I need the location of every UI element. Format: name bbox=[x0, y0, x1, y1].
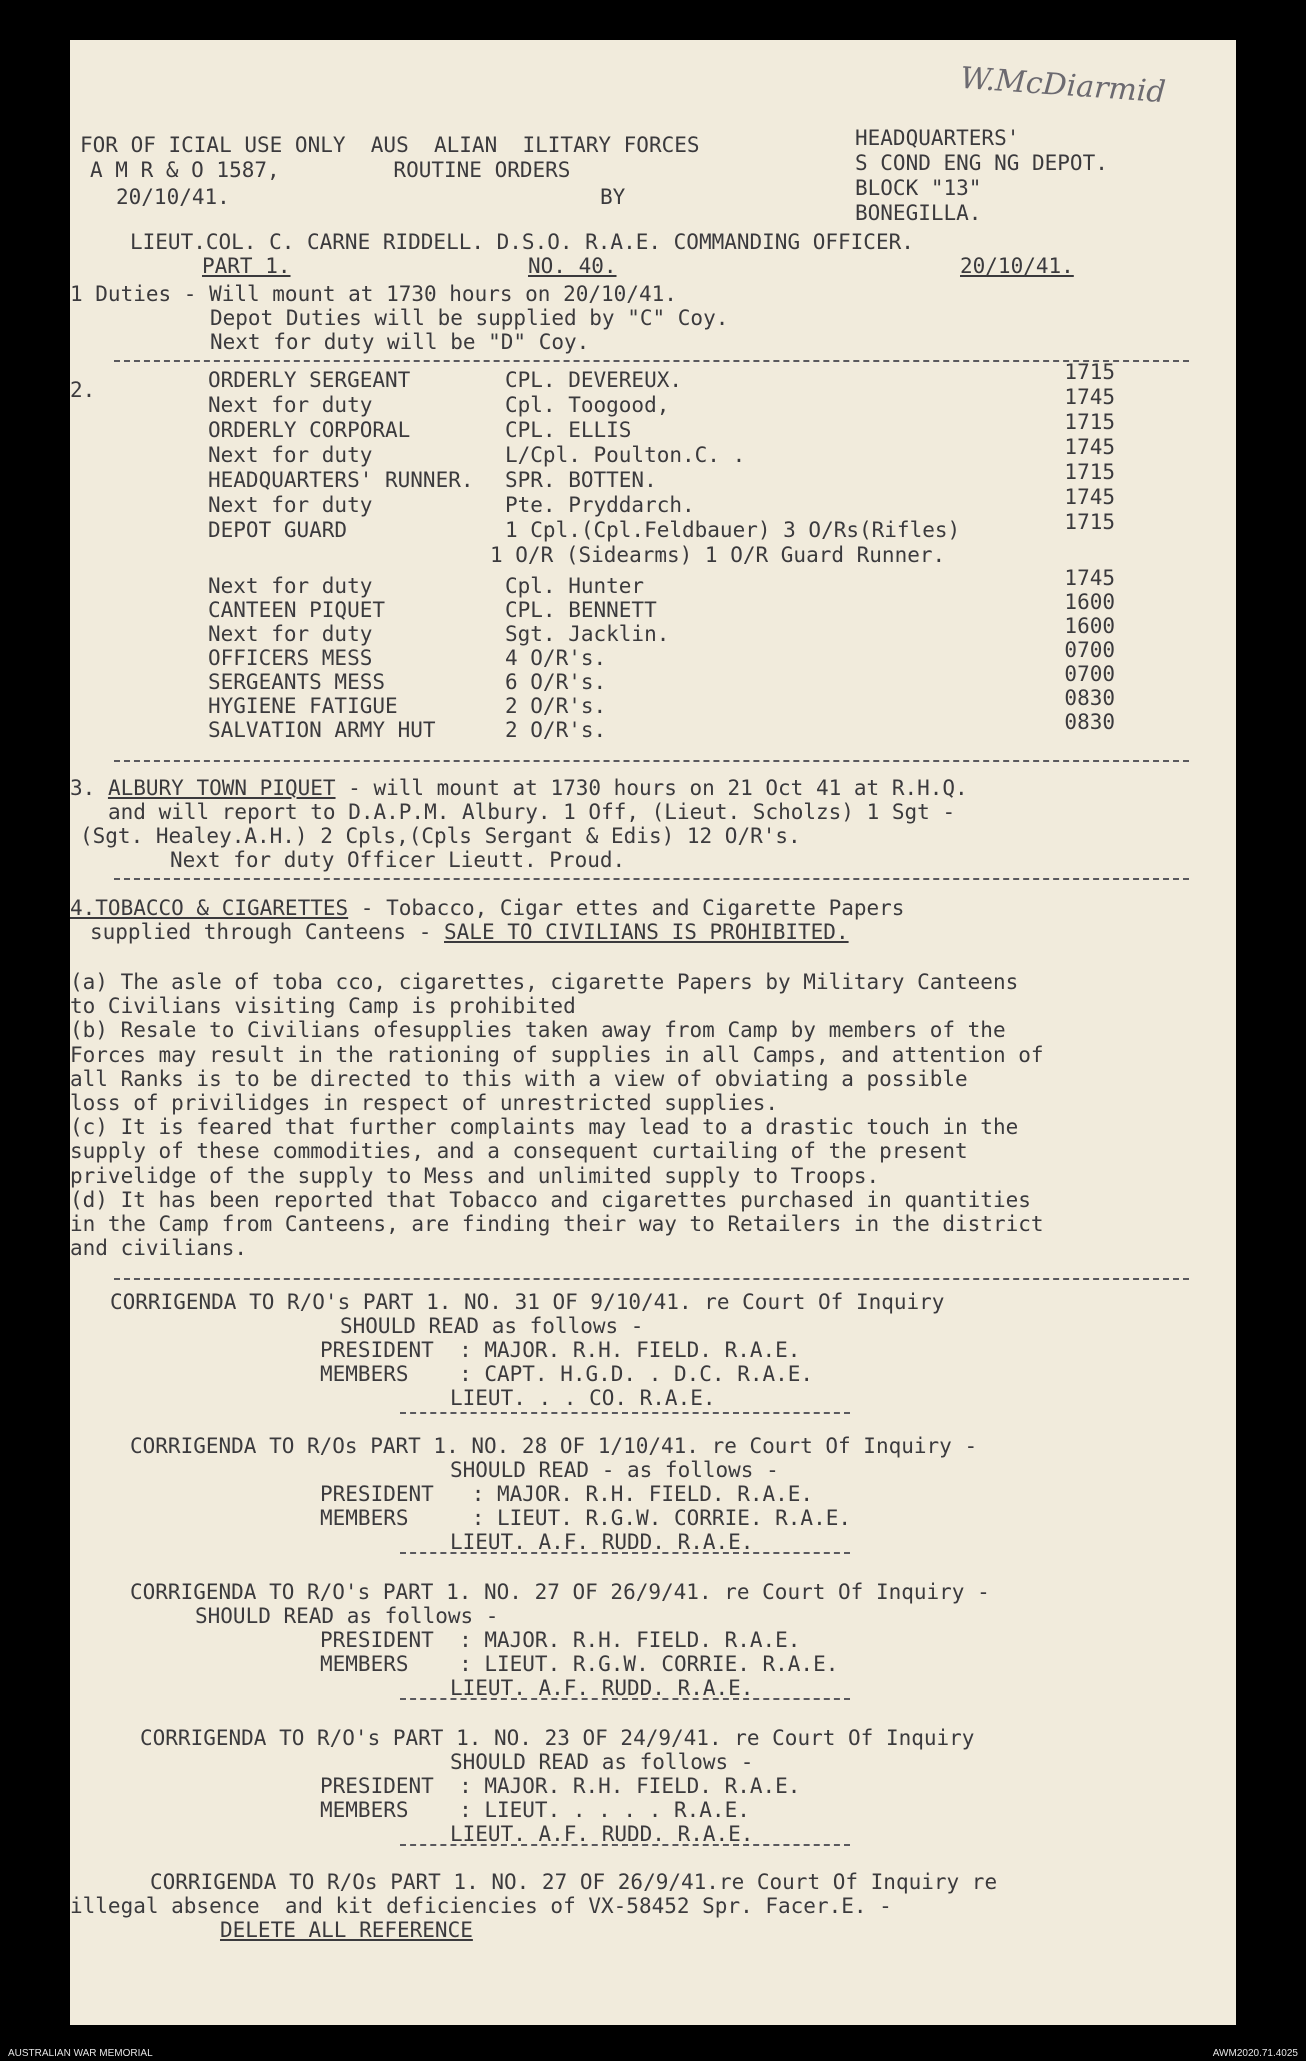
duty-assignee: CPL. DEVEREUX. bbox=[505, 368, 683, 392]
header-left-line-1: FOR OF ICIAL USE ONLY AUS ALIAN ILITARY FORCES bbox=[80, 133, 700, 157]
tobacco-heading: 4.TOBACCO & CIGARETTES bbox=[70, 896, 349, 920]
corrigenda-1-line-2: SHOULD READ as follows - bbox=[340, 1314, 644, 1338]
duty-label: SALVATION ARMY HUT bbox=[208, 718, 436, 742]
duty-time: 1745 bbox=[1064, 435, 1115, 459]
header-date: 20/10/41. bbox=[116, 185, 230, 209]
header-right-line-4: BONEGILLA. bbox=[855, 201, 982, 225]
corrigenda-5-line-3: DELETE ALL REFERENCE bbox=[220, 1918, 473, 1942]
corrigenda-3-line-5: LIEUT. A.F. RUDD. R.A.E. bbox=[450, 1676, 754, 1700]
corrigenda-2-line-3: PRESIDENT : MAJOR. R.H. FIELD. R.A.E. bbox=[320, 1482, 814, 1506]
header-right-line-2: S COND ENG NG DEPOT. bbox=[855, 151, 1108, 175]
tobacco-paragraph-line: in the Camp from Canteens, are finding their way to Retailers in the district bbox=[70, 1212, 1044, 1236]
sale-prohibited-notice: SALE TO CIVILIANS IS PROHIBITED. bbox=[444, 920, 849, 944]
tobacco-paragraph-line: (a) The asle of toba cco, cigarettes, cigarette Papers by Military Canteens bbox=[70, 970, 1019, 994]
duty-time: 0700 bbox=[1064, 662, 1115, 686]
duty-label: Next for duty bbox=[208, 393, 373, 417]
corrigenda-separator bbox=[400, 1844, 850, 1846]
section-1-line-1: 1 Duties - Will mount at 1730 hours on 20/10/41. bbox=[70, 282, 677, 306]
duty-label: HYGIENE FATIGUE bbox=[208, 694, 398, 718]
section-3-line-1: 3. ALBURY TOWN PIQUET - will mount at 1730 hours on 21 Oct 41 at R.H.Q. bbox=[70, 776, 968, 800]
tobacco-paragraph-line: to Civilians visiting Camp is prohibited bbox=[70, 994, 576, 1018]
document-page bbox=[70, 40, 1236, 2025]
duty-time: 1600 bbox=[1064, 614, 1115, 638]
footer-accession-number: AWM2020.71.4025 bbox=[1212, 2048, 1298, 2059]
duty-assignee: Sgt. Jacklin. bbox=[505, 622, 670, 646]
duty-label: SERGEANTS MESS bbox=[208, 670, 386, 694]
corrigenda-4-line-3: PRESIDENT : MAJOR. R.H. FIELD. R.A.E. bbox=[320, 1774, 801, 1798]
section-3-line-3: (Sgt. Healey.A.H.) 2 Cpls,(Cpls Sergant & Edis) 12 O/R's. bbox=[80, 824, 801, 848]
tobacco-paragraph-line: supply of these commodities, and a consequent curtailing of the present bbox=[70, 1139, 968, 1163]
tobacco-paragraph-line: privelidge of the supply to Mess and unlimited supply to Troops. bbox=[70, 1164, 880, 1188]
corrigenda-2-line-5: LIEUT. A.F. RUDD. R.A.E. bbox=[450, 1530, 754, 1554]
tobacco-paragraph-line: Forces may result in the rationing of supplies in all Camps, and attention of bbox=[70, 1043, 1044, 1067]
corrigenda-3-line-4: MEMBERS : LIEUT. R.G.W. CORRIE. R.A.E. bbox=[320, 1652, 839, 1676]
duty-assignee: Cpl. Toogood, bbox=[505, 393, 670, 417]
part-label: PART 1. bbox=[202, 254, 291, 278]
duty-assignee: SPR. BOTTEN. bbox=[505, 468, 657, 492]
corrigenda-4-line-2: SHOULD READ as follows - bbox=[450, 1750, 754, 1774]
corrigenda-1-line-5: LIEUT. . . CO. R.A.E. bbox=[450, 1386, 716, 1410]
section-1-line-3: Next for duty will be "D" Coy. bbox=[210, 330, 590, 354]
divider bbox=[114, 1278, 1189, 1280]
tobacco-paragraph-line: (d) It has been reported that Tobacco and cigarettes purchased in quantities bbox=[70, 1188, 1031, 1212]
duty-label: OFFICERS MESS bbox=[208, 646, 373, 670]
tobacco-paragraph-line: and civilians. bbox=[70, 1236, 248, 1260]
duty-assignee: 4 O/R's. bbox=[505, 646, 607, 670]
duty-label: HEADQUARTERS' RUNNER. bbox=[208, 468, 474, 492]
duty-time: 1715 bbox=[1064, 510, 1115, 534]
header-right-line-1: HEADQUARTERS' bbox=[855, 126, 1020, 150]
corrigenda-3-line-3: PRESIDENT : MAJOR. R.H. FIELD. R.A.E. bbox=[320, 1628, 801, 1652]
corrigenda-separator bbox=[400, 1552, 850, 1554]
section-1-line-2: Depot Duties will be supplied by "C" Coy. bbox=[210, 306, 729, 330]
divider bbox=[114, 760, 1189, 762]
tobacco-paragraph-line: loss of privilidges in respect of unrestricted supplies. bbox=[70, 1091, 779, 1115]
duty-time: 1600 bbox=[1064, 590, 1115, 614]
commander-line: LIEUT.COL. C. CARNE RIDDELL. D.S.O. R.A.E. COMMANDING OFFICER. bbox=[130, 230, 914, 254]
footer-institution: AUSTRALIAN WAR MEMORIAL bbox=[8, 2048, 153, 2059]
corrigenda-separator bbox=[400, 1698, 850, 1700]
corrigenda-4-line-4: MEMBERS : LIEUT. . . . . R.A.E. bbox=[320, 1798, 750, 1822]
tobacco-paragraph-line: all Ranks is to be directed to this with a view of obviating a possible bbox=[70, 1067, 968, 1091]
duty-time: 1715 bbox=[1064, 410, 1115, 434]
duty-time: 0830 bbox=[1064, 686, 1115, 710]
duty-time: 1715 bbox=[1064, 460, 1115, 484]
section-4-line-2: supplied through Canteens - SALE TO CIVILIANS IS PROHIBITED. bbox=[90, 920, 849, 944]
duty-label: Next for duty bbox=[208, 493, 373, 517]
divider bbox=[114, 360, 1189, 362]
corrigenda-separator bbox=[400, 1412, 850, 1414]
duty-time: 1745 bbox=[1064, 485, 1115, 509]
duty-label: CANTEEN PIQUET bbox=[208, 598, 386, 622]
corrigenda-5-line-1: CORRIGENDA TO R/Os PART 1. NO. 27 OF 26/9/41.re Court Of Inquiry re bbox=[150, 1870, 998, 1894]
duty-label: ORDERLY CORPORAL bbox=[208, 418, 411, 442]
corrigenda-5-line-2: illegal absence and kit deficiencies of VX-58452 Spr. Facer.E. - bbox=[70, 1894, 892, 1918]
tobacco-paragraph-line: (b) Resale to Civilians ofesupplies taken away from Camp by members of the bbox=[70, 1018, 1006, 1042]
duty-assignee: 2 O/R's. bbox=[505, 694, 607, 718]
duty-label: ORDERLY SERGEANT bbox=[208, 368, 411, 392]
corrigenda-1-line-1: CORRIGENDA TO R/O's PART 1. NO. 31 OF 9/10/41. re Court Of Inquiry bbox=[110, 1290, 945, 1314]
corrigenda-1-line-3: PRESIDENT : MAJOR. R.H. FIELD. R.A.E. bbox=[320, 1338, 801, 1362]
duty-time: 1715 bbox=[1064, 360, 1115, 384]
duty-assignee: CPL. BENNETT bbox=[505, 598, 657, 622]
corrigenda-2-line-2: SHOULD READ - as follows - bbox=[450, 1458, 779, 1482]
duty-time: 1745 bbox=[1064, 385, 1115, 409]
duty-label: Next for duty bbox=[208, 443, 373, 467]
duty-label: Next for duty bbox=[208, 574, 373, 598]
duty-time: 0700 bbox=[1064, 638, 1115, 662]
duty-label: Next for duty bbox=[208, 622, 373, 646]
corrigenda-2-line-1: CORRIGENDA TO R/Os PART 1. NO. 28 OF 1/10/41. re Court Of Inquiry - bbox=[130, 1434, 978, 1458]
duty-assignee: Pte. Pryddarch. bbox=[505, 493, 695, 517]
order-date: 20/10/41. bbox=[960, 254, 1074, 278]
section-3-line-2: and will report to D.A.P.M. Albury. 1 Off, (Lieut. Scholzs) 1 Sgt - bbox=[108, 800, 956, 824]
section-2-number: 2. bbox=[70, 378, 96, 402]
divider bbox=[114, 878, 1189, 880]
handwritten-signature: W.McDiarmid bbox=[959, 60, 1167, 111]
corrigenda-3-line-1: CORRIGENDA TO R/O's PART 1. NO. 27 OF 26/9/41. re Court Of Inquiry - bbox=[130, 1580, 990, 1604]
section-3-line-4: Next for duty Officer Lieutt. Proud. bbox=[170, 848, 626, 872]
duty-time: 0830 bbox=[1064, 710, 1115, 734]
duty-label: DEPOT GUARD bbox=[208, 518, 348, 542]
corrigenda-4-line-5: LIEUT. A.F. RUDD. R.A.E. bbox=[450, 1822, 754, 1846]
corrigenda-1-line-4: MEMBERS : CAPT. H.G.D. . D.C. R.A.E. bbox=[320, 1362, 814, 1386]
corrigenda-4-line-1: CORRIGENDA TO R/O's PART 1. NO. 23 OF 24/9/41. re Court Of Inquiry bbox=[140, 1726, 975, 1750]
duty-time: 1745 bbox=[1064, 566, 1115, 590]
order-number: NO. 40. bbox=[528, 254, 617, 278]
header-right-line-3: BLOCK "13" bbox=[855, 176, 982, 200]
section-4-line-1: 4.TOBACCO & CIGARETTES - Tobacco, Cigar ettes and Cigarette Papers bbox=[70, 896, 905, 920]
albury-town-piquet-heading: ALBURY TOWN PIQUET bbox=[107, 776, 336, 800]
duty-assignee: 1 O/R (Sidearms) 1 O/R Guard Runner. bbox=[490, 543, 946, 567]
duty-assignee: 1 Cpl.(Cpl.Feldbauer) 3 O/Rs(Rifles) bbox=[505, 518, 961, 542]
header-by: BY bbox=[600, 185, 626, 209]
tobacco-paragraph-line: (c) It is feared that further complaints may lead to a drastic touch in the bbox=[70, 1115, 1019, 1139]
duty-assignee: CPL. ELLIS bbox=[505, 418, 632, 442]
duty-assignee: Cpl. Hunter bbox=[505, 574, 645, 598]
duty-assignee: 2 O/R's. bbox=[505, 718, 607, 742]
duty-assignee: 6 O/R's. bbox=[505, 670, 607, 694]
header-left-line-2: A M R & O 1587, ROUTINE ORDERS bbox=[90, 158, 571, 182]
corrigenda-2-line-4: MEMBERS : LIEUT. R.G.W. CORRIE. R.A.E. bbox=[320, 1506, 852, 1530]
corrigenda-3-line-2: SHOULD READ as follows - bbox=[195, 1604, 499, 1628]
duty-assignee: L/Cpl. Poulton.C. . bbox=[505, 443, 746, 467]
